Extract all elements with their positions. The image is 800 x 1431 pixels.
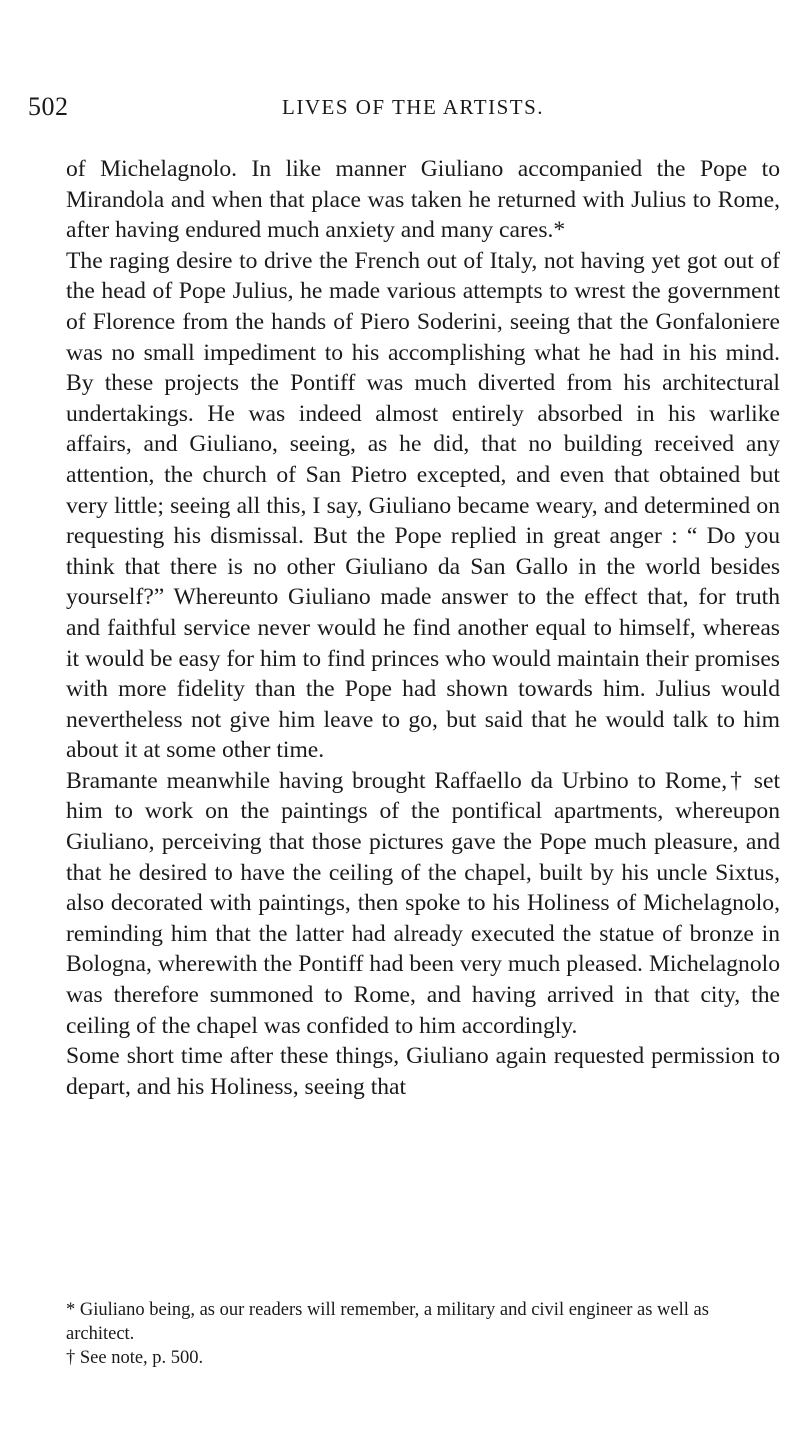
paragraph-1: of Michelagnolo. In like manner Giuliano accompanied the Pope to Mirandola and when that place was taken he returned with Julius to Rome, after having endured much anxiety and many cares.* [66,156,780,244]
body-text [66,154,780,1102]
paragraph-4: Some short time after these things, Giuliano again requested permission to depart, and his Holiness, seeing that [66,1043,780,1100]
running-title: LIVES OF THE ARTISTS. [282,95,545,119]
paragraph-3: Bramante meanwhile having brought Raffaello da Urbino to Rome,† set him to work on the paintings of the pontifical apartments, whereupon Giuliano, perceiving that those pictures gave the Pope much pleasure, and that he desired to have the ceiling of the chapel, built by his uncle Sixtus, also decorated with paintings, then spoke to his Holiness of Michelagnolo, reminding him that the latter had already executed the statue of bronze in Bologna, wherewith the Pontiff had been very much pleased. Michelagnolo was therefore summoned to Rome, and having arrived in that city, the ceiling of the chapel was confided to him accordingly. [66,767,780,1039]
footnote-1: * Giuliano being, as our readers will remember, a military and civil engineer as well as architect. [66,1300,709,1344]
footnotes [66,1298,780,1370]
page-number: 502 [28,92,69,121]
page-header [28,92,768,126]
paragraph-2: The raging desire to drive the French out of Italy, not having yet got out of the head of Pope Julius, he made various attempts to wrest the government of Florence from the hands of Piero Soderini, seeing that the Gonfaloniere was no small impediment to his accomplishing what he had in his mind. By these projects the Pontiff was much diverted from his architectural undertakings. He was indeed almost entirely absorbed in his warlike affairs, and Giuliano, seeing, as he did, that no building received any attention, the church of San Pietro excepted, and even that obtained but very little; seeing all this, I say, Giuliano became weary, and determined on requesting his dismissal. But the Pope replied in great anger : “ Do you think that there is no other Giuliano da San Gallo in the world besides yourself?” Whereunto Giuliano made answer to the effect that, for truth and faithful service never would he find another equal to himself, whereas it would be easy for him to find princes who would maintain their promises with more fidelity than the Pope had shown towards him. Julius would nevertheless not give him leave to go, but said that he would talk to him about it at some other time. [66,247,780,764]
footnote-2: † See note, p. 500. [66,1348,204,1368]
